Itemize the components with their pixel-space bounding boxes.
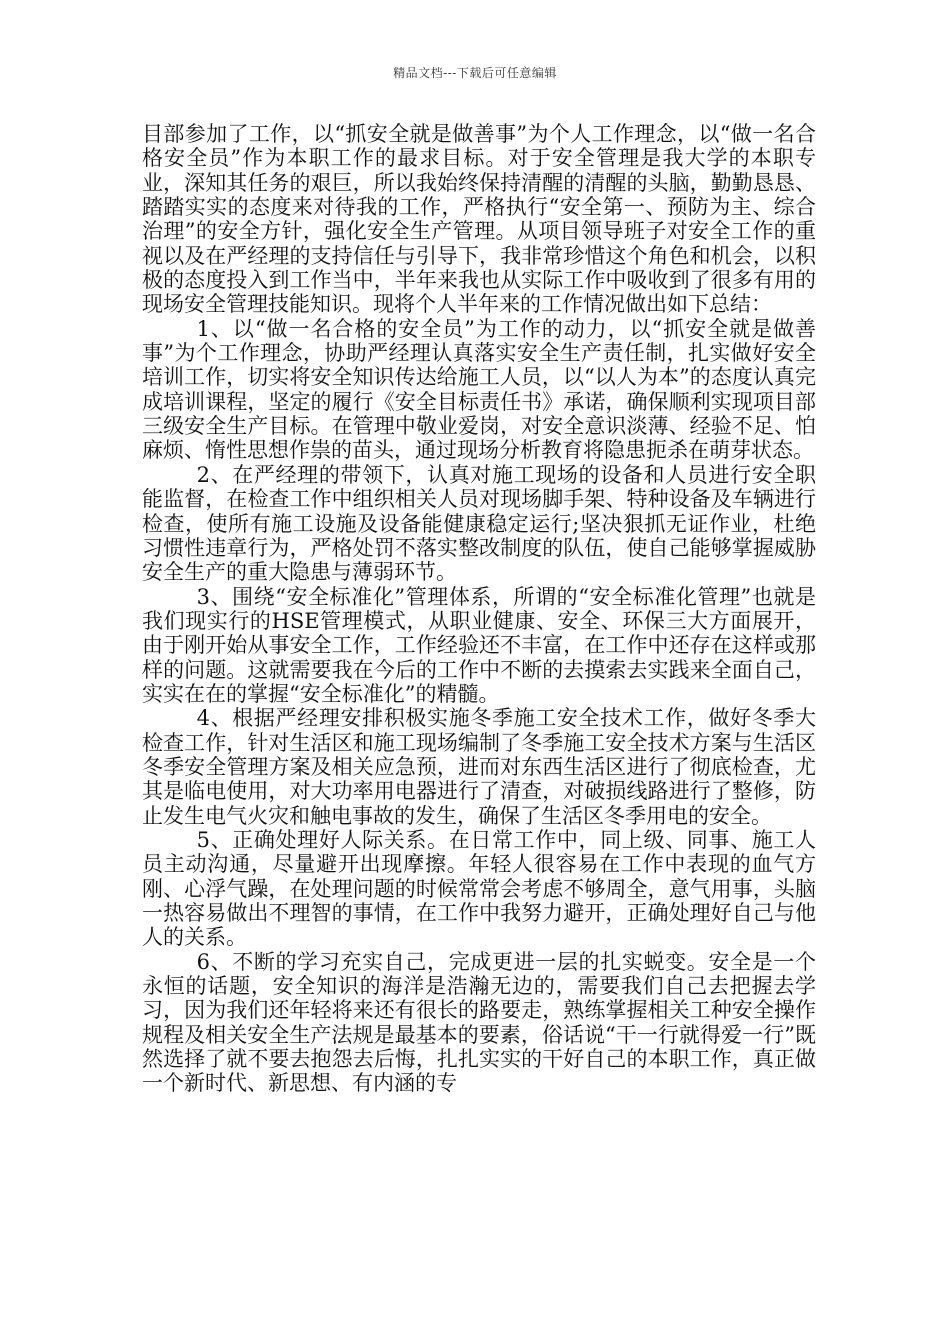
paragraph-item-6: 6、不断的学习充实自己，完成更进一层的扎实蜕变。安全是一个永恒的话题，安全知识的海洋是浩瀚无边的，需要我们自己去把握去学习，因为我们还年轻将来还有很长的路要走，熟练掌握相关工种安全操作规程及相关安全生产法规是最基本的要素，俗话说“干一行就得爱一行”既然选择了就不要去抱怨去后悔，扎扎实实的干好自己的本职工作，真正做一个新时代、新思想、有内涵的专 <box>142 949 816 1096</box>
paragraph-item-5: 5、正确处理好人际关系。在日常工作中，同上级、同事、施工人员主动沟通，尽量避开出现摩擦。年轻人很容易在工作中表现的血气方刚、心浮气躁，在处理问题的时候常常会考虑不够周全，意气用事，头脑一热容易做出不理智的事情，在工作中我努力避开，正确处理好自己与他人的关系。 <box>142 827 816 950</box>
paragraph-item-4: 4、根据严经理安排积极实施冬季施工安全技术工作，做好冬季大检查工作，针对生活区和施工现场编制了冬季施工安全技术方案与生活区冬季安全管理方案及相关应急预，进而对东西生活区进行了彻底检查，尤其是临电使用，对大功率用电器进行了清查，对破损线路进行了整修，防止发生电气火灾和触电事故的发生，确保了生活区冬季用电的安全。 <box>142 706 816 828</box>
paragraph-intro: 目部参加了工作，以“抓安全就是做善事”为个人工作理念，以“做一名合格安全员”作为本职工作的最求目标。对于安全管理是我大学的本职专业，深知其任务的艰巨，所以我始终保持清醒的清醒的头脑，勤勤恳恳、踏踏实实的态度来对待我的工作，严格执行“安全第一、预防为主、综合治理”的安全方针，强化安全生产管理。从项目领导班子对安全工作的重视以及在严经理的支持信任与引导下，我非常珍惜这个角色和机会，以积极的态度投入到工作当中，半年来我也从实际工作中吸收到了很多有用的现场安全管理技能知识。现将个人半年来的工作情况做出如下总结： <box>142 122 816 317</box>
running-header: 精品文档---下载后可任意编辑 <box>393 66 557 80</box>
paragraph-item-1: 1、以“做一名合格的安全员”为工作的动力，以“抓安全就是做善事”为个工作理念，协助严经理认真落实安全生产责任制，扎实做好安全培训工作，切实将安全知识传达给施工人员，以“以人为本”的态度认真完成培训课程，坚定的履行《安全目标责任书》承诺，确保顺利实现项目部三级安全生产目标。在管理中敬业爱岗，对安全意识淡薄、经验不足、怕麻烦、惰性思想作祟的苗头，通过现场分析教育将隐患扼杀在萌芽状态。 <box>142 316 816 463</box>
paragraph-item-3: 3、围绕“安全标准化”管理体系，所谓的“安全标准化管理”也就是我们现实行的HSE管理模式，从职业健康、安全、环保三大方面展开，由于刚开始从事安全工作，工作经验还不丰富，在工作中还存在这样或那样的问题。这就需要我在今后的工作中不断的去摸索去实践来全面自己，实实在在的掌握“安全标准化”的精髓。 <box>142 584 816 706</box>
paragraph-item-2: 2、在严经理的带领下，认真对施工现场的设备和人员进行安全职能监督，在检查工作中组织相关人员对现场脚手架、特种设备及车辆进行检查，使所有施工设施及设备能健康稳定运行;坚决狠抓无证作业，杜绝习惯性违章行为，严格处罚不落实整改制度的队伍，使自己能够掌握威胁安全生产的重大隐患与薄弱环节。 <box>142 462 816 585</box>
document-body <box>142 122 816 1096</box>
